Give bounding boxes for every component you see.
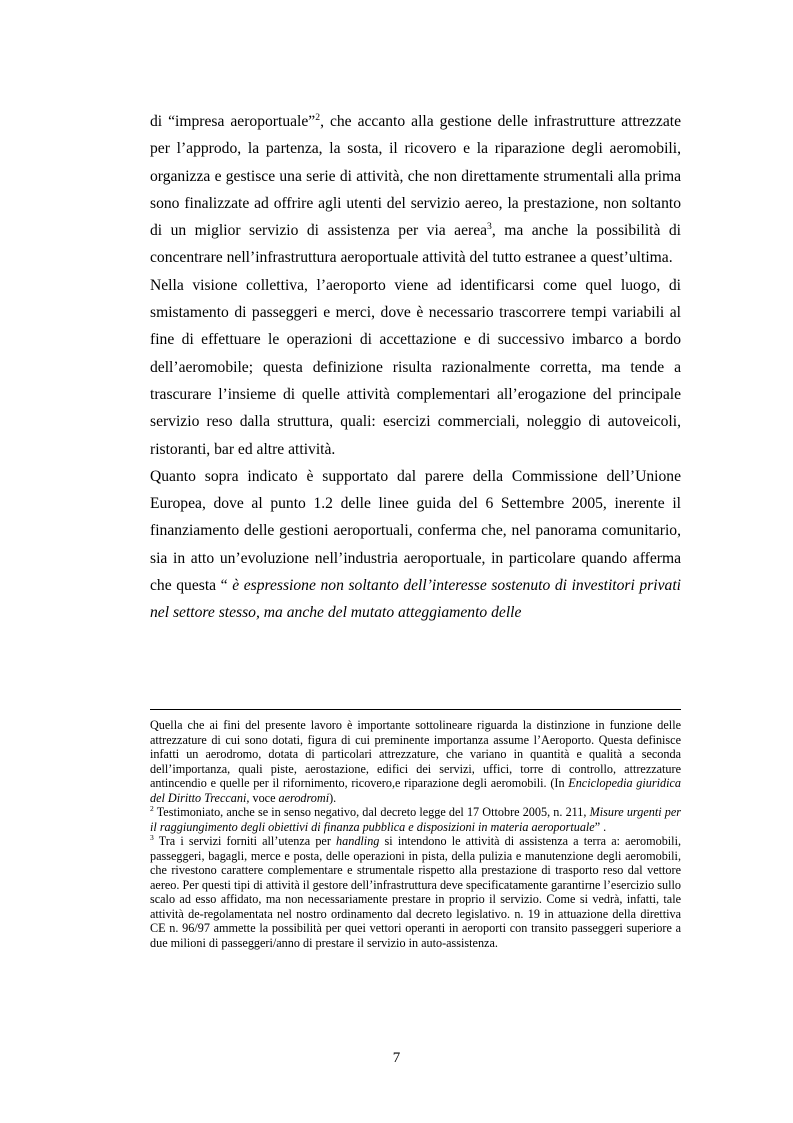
footnote-2	[150, 805, 681, 834]
footnote-source: Enciclopedia giuridica del Diritto Treccani,	[150, 776, 681, 805]
quotation: è espressione non soltanto dell’interesse sostenuto di investitori privati nel settore stesso, ma anche del mutato atteggiamento delle	[150, 577, 682, 622]
footnote-text: Testimoniato, anche se in senso negativo, dal decreto legge del 17 Ottobre 2005, n. 211,	[153, 805, 590, 819]
paragraph-text: , che accanto alla gestione delle infrastrutture attrezzate per l’approdo, la partenza, la sosta, il ricovero e la riparazione degli aeromobili, organizza e gestisce una serie di attività, che non direttamente strumentali alla prima sono finalizzate ad offrire agli utenti del servizio aereo, la prestazione, non soltanto di un miglior servizio di assistenza per via aerea	[150, 113, 681, 240]
footnote-text: si intendono le attività di assistenza a terra a: aeromobili, passeggeri, bagagli, merce e posta, delle operazioni in pista, della pulizia e manutenzione degli aeromobili, che rivestono carattere complementare e strumentale rispetto alla prestazione di trasporto reso dal vettore aereo. Per questi tipi di attività il gestore dell’infrastruttura deve specificatamente garantirne l’esercizio sullo scalo ad esso affidato, ma non necessariamente prestare in proprio il servizio. Come si vedrà, infatti, tale attività de-regolamentata nel nostro ordinamento dal decreto legislativo. n. 19 in attuazione della direttiva CE n. 96/97 ammette la possibilità per quei vettori operanti in aeroporti con transito passeggeri superiore a due milioni di passeggeri/anno di prestare il servizio in auto-assistenza.	[150, 834, 682, 950]
footnote-title: Misure urgenti per il raggiungimento degli obiettivi di finanza pubblica e disposizioni in materia aeroportuale	[150, 805, 681, 834]
footnote-ref-2[interactable]: 2	[315, 111, 321, 123]
main-text	[150, 108, 681, 627]
footnotes	[150, 718, 681, 950]
paragraph-continuation	[150, 108, 681, 272]
footnote-text: ” .	[594, 819, 607, 834]
paragraph-text: di “impresa aeroportuale”	[150, 113, 316, 130]
footnote-number: 2	[150, 803, 154, 813]
paragraph-text: , ma anche la possibilità di concentrare nell’infrastruttura aeroportuale attività del tutto estranee a quest’ultima.	[150, 222, 681, 267]
footnote-separator	[150, 709, 681, 710]
paragraph-eu-commission	[150, 463, 681, 627]
footnote-text: ).	[329, 790, 337, 805]
footnote-term: handling	[336, 834, 380, 848]
paragraph-text: Quanto sopra indicato è supportato dal parere della Commissione dell’Unione Europea, dove al punto 1.2 delle linee guida del 6 Settembre 2005, inerente il finanziamento delle gestioni aeroportuali, conferma che, nel panorama comunitario, sia in atto un’evoluzione nell’industria aeroportuale, in particolare quando afferma che questa “	[150, 467, 681, 595]
footnote-number: 3	[150, 832, 154, 842]
footnote-text: Tra i servizi forniti all’utenza per	[153, 834, 337, 848]
footnote-3	[150, 834, 681, 950]
paragraph-airport-perception: Nella visione collettiva, l’aeroporto viene ad identificarsi come quel luogo, di smistamento di passeggeri e merci, dove è necessario trascorrere tempi variabili al fine di effettuare le operazioni di accettazione e di successivo imbarco a bordo dell’aeromobile; questa definizione risulta razionalmente corretta, ma tende a trascurare l’insieme di quelle attività complementari all’erogazione del principale servizio reso dalla struttura, quali: esercizi commerciali, noleggio di autoveicoli, ristoranti, bar ed altre attività.	[150, 276, 681, 458]
footnote-text: Quella che ai fini del presente lavoro è importante sottolineare riguarda la distinzione in funzione delle attrezzature di cui sono dotati, figura di cui preminente importanza assume l’Aeroporto. Questa definisce infatti un aerodromo, dotata di particolari attrezzature, che variano in quantità e qualità a seconda dell’importanza, quali piste, aerostazione, edifici dei servizi, uffici, torre di controllo, attrezzature antincendio e quelle per il rifornimento, ricovero,e riparazione degli aeromobili. (In	[150, 718, 681, 790]
footnote-ref-3[interactable]: 3	[487, 221, 492, 232]
footnote-1	[150, 718, 681, 805]
page-number: 7	[392, 1050, 401, 1066]
footnote-text: voce	[249, 790, 279, 805]
footnote-entry: aerodromi	[278, 790, 330, 805]
